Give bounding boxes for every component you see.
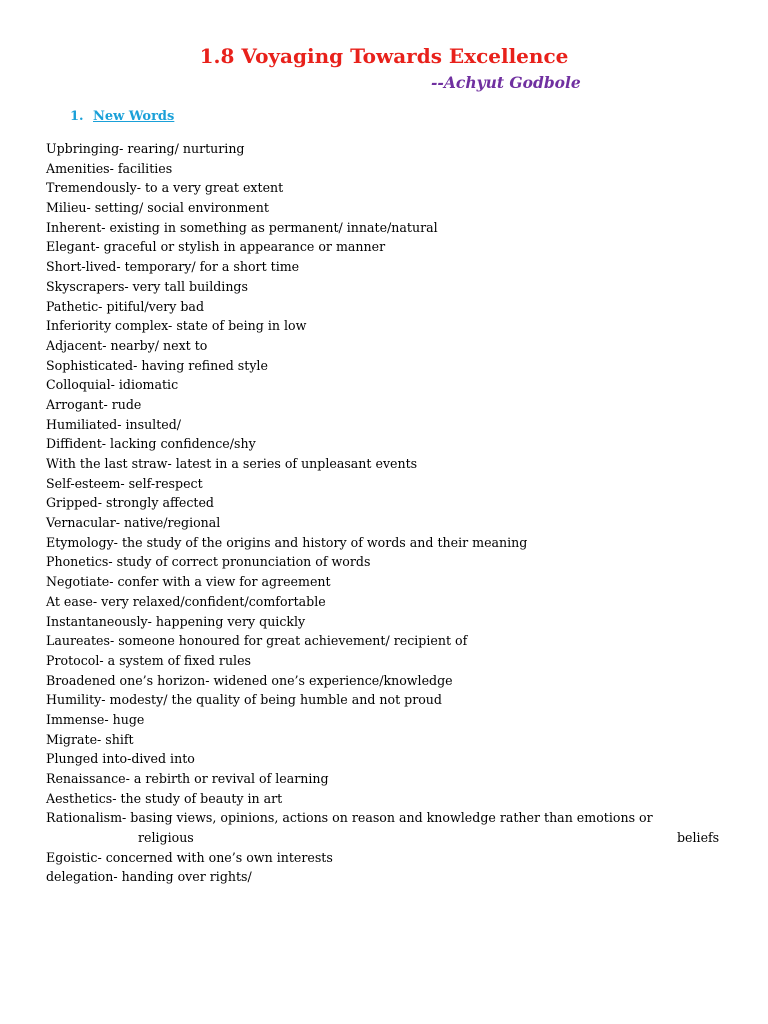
vocabulary-entry: Vernacular- native/regional <box>46 515 221 531</box>
vocabulary-entry: delegation- handing over rights/ <box>46 869 252 885</box>
vocabulary-entry: Colloquial- idiomatic <box>46 377 179 393</box>
vocabulary-entry: Renaissance- a rebirth or revival of learning <box>46 771 329 786</box>
vocabulary-entry: Rationalism- basing views, opinions, actions on reason and knowledge rather than emotions or <box>46 810 653 826</box>
vocabulary-entry: Upbringing- rearing/ nurturing <box>46 141 245 156</box>
vocabulary-entry: Migrate- shift <box>46 731 134 747</box>
vocabulary-entry: Elegant- graceful or stylish in appearance or manner <box>46 239 386 255</box>
vocabulary-entry: Diffident- lacking confidence/shy <box>46 436 256 452</box>
vocabulary-entry: Protocol- a system of fixed rules <box>46 652 251 668</box>
vocabulary-entry: Inherent- existing in something as permanent/ innate/natural <box>46 219 438 235</box>
vocabulary-entry: With the last straw- latest in a series of unpleasant events <box>46 456 418 471</box>
vocabulary-entry: Humiliated- insulted/ <box>46 416 182 432</box>
continuation-word-beliefs: beliefs <box>677 830 720 846</box>
vocabulary-entry: Etymology- the study of the origins and history of words and their meaning <box>46 534 528 550</box>
continuation-word-religious: religious <box>138 830 194 846</box>
vocabulary-entry: Tremendously- to a very great extent <box>46 180 284 196</box>
section-number: 1. <box>70 109 84 124</box>
vocabulary-entry: Skyscrapers- very tall buildings <box>46 278 248 294</box>
vocabulary-entry: At ease- very relaxed/confident/comfortable <box>46 593 326 609</box>
vocabulary-entry: Sophisticated- having refined style <box>46 357 268 373</box>
vocabulary-entry: Milieu- setting/ social environment <box>46 200 269 216</box>
vocabulary-entry: Laureates- someone honoured for great achievement/ recipient of <box>46 633 468 649</box>
vocabulary-entry: Phonetics- study of correct pronunciation of words <box>46 554 371 570</box>
vocabulary-list <box>46 139 746 887</box>
vocabulary-entry: Instantaneously- happening very quickly <box>46 613 306 629</box>
section-heading <box>70 108 174 126</box>
vocabulary-entry: Self-esteem- self-respect <box>46 475 203 491</box>
vocabulary-entry: Amenities- facilities <box>46 160 173 176</box>
vocabulary-entry: Short-lived- temporary/ for a short time <box>46 259 300 275</box>
vocabulary-entry: Arrogant- rude <box>46 396 142 412</box>
vocabulary-entry: Negotiate- confer with a view for agreement <box>46 574 331 590</box>
vocabulary-entry: Gripped- strongly affected <box>46 495 214 511</box>
author-name: --Achyut Godbole <box>431 73 581 92</box>
vocabulary-entry: Plunged into-dived into <box>46 751 195 767</box>
vocabulary-entry: Egoistic- concerned with one’s own interests <box>46 849 333 865</box>
vocabulary-entry: Aesthetics- the study of beauty in art <box>46 790 283 806</box>
vocabulary-entry: Humility- modesty/ the quality of being humble and not proud <box>46 692 442 708</box>
vocabulary-entry: Adjacent- nearby/ next to <box>46 337 208 353</box>
vocabulary-entry: Inferiority complex- state of being in low <box>46 318 307 334</box>
section-label: New Words <box>93 109 175 124</box>
vocabulary-entry: Broadened one’s horizon- widened one’s experience/knowledge <box>46 672 453 688</box>
vocabulary-entry: Immense- huge <box>46 711 145 727</box>
vocabulary-entry-continuation <box>46 828 746 848</box>
vocabulary-entry: Pathetic- pitiful/very bad <box>46 298 204 314</box>
page-title: 1.8 Voyaging Towards Excellence <box>199 44 569 68</box>
